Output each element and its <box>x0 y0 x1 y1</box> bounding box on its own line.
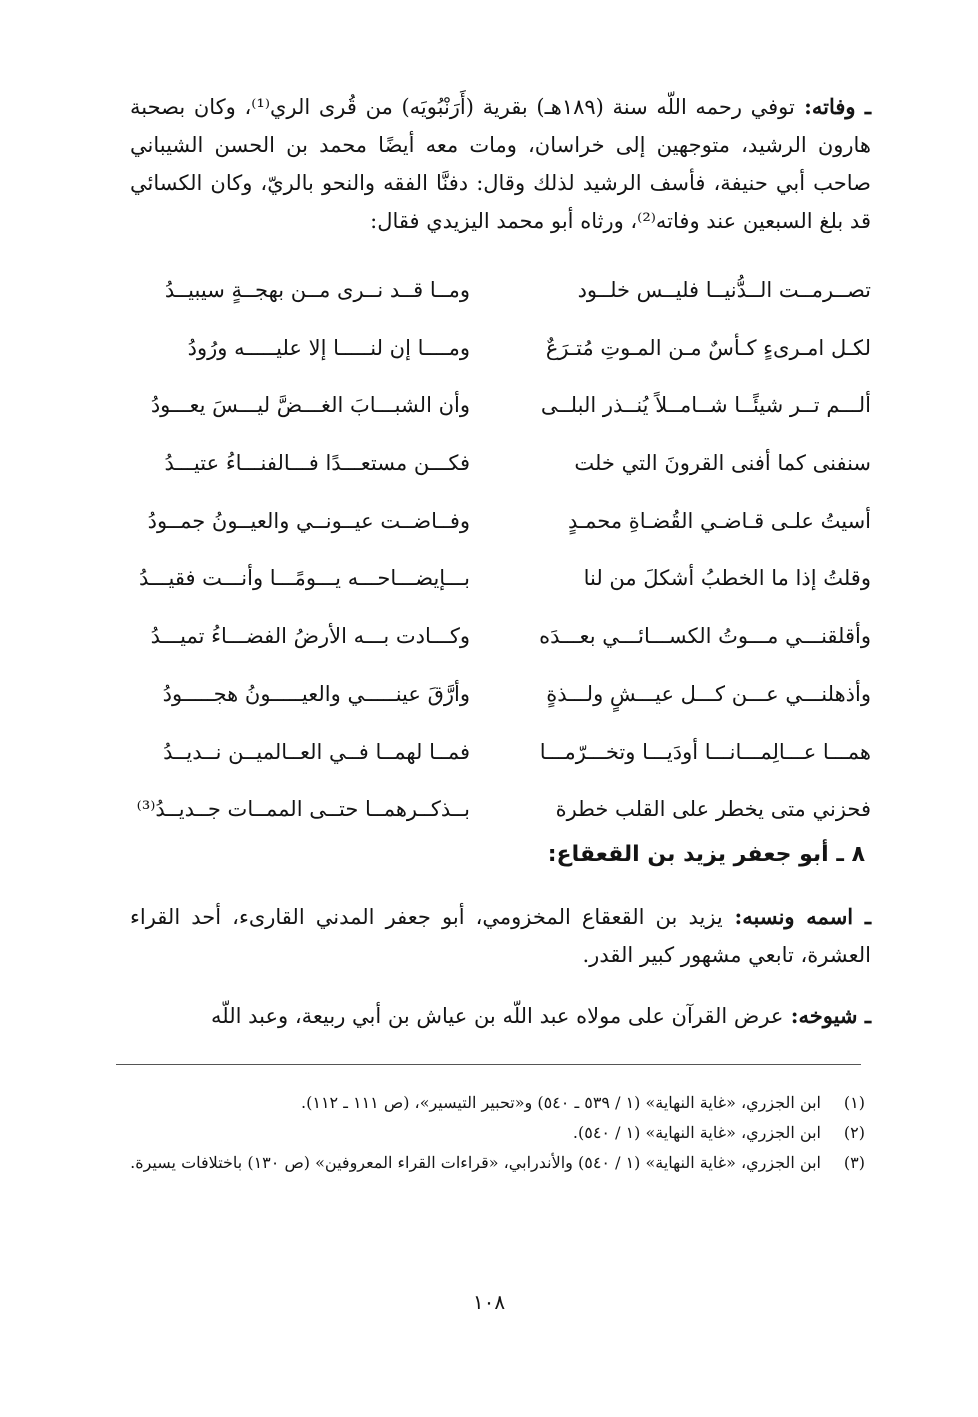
hemistich-second: وأن الشبـــابَ الغـــضَّ ليـــسَ يعـــودُ <box>150 393 470 418</box>
footnote-number: (٣) <box>843 1153 865 1172</box>
verse-line <box>130 336 871 394</box>
hemistich-second: ومــا قــد نــرى مــن بهجــةٍ سيبيــدُ <box>164 278 470 302</box>
elegy-poem <box>130 278 871 855</box>
teachers-label: ـ شيوخه: <box>783 1003 871 1028</box>
verse-line <box>130 393 871 451</box>
hemistich-first: وأذهلنـــي عـــن كـــل عيـــشٍ ولـــذةٍ <box>546 681 871 706</box>
death-text <box>130 88 871 240</box>
footnote-text: ابن الجزري، «غاية النهاية» (١ / ٥٣٩ ـ ٥٤٠) و«تحبير التيسير»، (ص ١١١ ـ ١١٢). <box>301 1093 821 1112</box>
footnote <box>130 1148 865 1178</box>
hemistich-second: ومــــا إن لنـــــا إلا عليـــــه ورُودُ <box>187 335 470 360</box>
hemistich-second: بـــإيضـــاحـــه يـــومًـــا وأنـــت فقيـــدُ <box>139 566 470 591</box>
hemistich-first: أسيتُ علـى قـاضـي القُضـاةِ محمـدٍ <box>567 508 871 533</box>
hemistich-first: وقلتُ إذا ما الخطبُ أشكلَ من لنا <box>583 566 871 591</box>
verse-line <box>130 278 871 336</box>
verse-line <box>130 682 871 740</box>
verse-line <box>130 624 871 682</box>
death-body: توفي رحمه اللّه سنة (١٨٩هـ) بقرية (أَرَنْبُويَه) من قُرى الري⁽¹⁾، وكان بصحبة هارون الرشيد، متوجهين إلى خراسان، ومات معه أيضًا محمد بن الحسن الشيباني صاحب أبي حنيفة، فأسف الرشيد لذلك وقال: دفنَّا الفقه والنحو بالريّ، وكان الكسائي قد بلغ السبعين عند وفاته⁽²⁾، ورثاه أبو محمد اليزيدي فقال: <box>130 95 871 233</box>
hemistich-first: فحزني متى يخطر على القلب خطرة <box>555 797 871 822</box>
hemistich-first: سنفنى كما أفنى القرونَ التي خلت <box>574 451 871 476</box>
hemistich-first: تصــرمــت الــدُّنيــا فليــس خلــود <box>577 278 871 302</box>
death-paragraph <box>130 88 871 240</box>
footnote-text: ابن الجزري، «غاية النهاية» (١ / ٥٤٠) والأندرابي، «قراءات القراء المعروفين» (ص ١٣٠) باختلافات يسيرة. <box>130 1153 821 1172</box>
hemistich-second: بــذكــرهمــا حتــى الممــات جــديــدُ⁽³⁾ <box>136 797 470 822</box>
teachers-text <box>130 997 871 1035</box>
verse-line <box>130 451 871 509</box>
name-text <box>130 898 871 974</box>
hemistich-second: فكـــن مستعـــدًا فـــالفنـــاءُ عتيـــدُ <box>164 451 470 476</box>
footnote-text: ابن الجزري، «غاية النهاية» (١ / ٥٤٠). <box>572 1123 821 1142</box>
death-label: ـ وفاته: <box>794 94 871 119</box>
hemistich-second: فمــا لهمــا فــي العــالميــن نــديــدُ <box>163 739 470 764</box>
name-paragraph <box>130 898 871 974</box>
footnote <box>130 1118 865 1148</box>
footnote-number: (٢) <box>843 1123 865 1142</box>
hemistich-second: وأرَّقَ عينـــــي والعيـــــونُ هجـــــودُ <box>162 681 470 706</box>
name-label: ـ اسمه ونسبه: <box>722 904 871 929</box>
verse-line <box>130 566 871 624</box>
hemistich-first: وأقلقنـــي مـــوتُ الكســـائـــي بعـــدَه <box>539 624 871 649</box>
footnote-separator <box>116 1064 861 1065</box>
footnote-number: (١) <box>843 1093 865 1112</box>
footnote <box>130 1088 865 1118</box>
footnotes <box>130 1088 865 1178</box>
name-body: يزيد بن القعقاع المخزومي، أبو جعفر المدني القارىء، أحد القراء العشرة، تابعي مشهور كبير القدر. <box>130 905 871 967</box>
hemistich-first: همـــا عـــالِمـــانـــا أودَيـــا وتخـــرّمـــا <box>539 739 871 764</box>
verse-line <box>130 740 871 798</box>
teachers-body: عرض القرآن على مولاه عبد اللّه بن عياش بن أبي ربيعة، وعبد اللّه <box>211 1004 784 1028</box>
teachers-paragraph <box>130 997 871 1035</box>
section-heading: ٨ ـ أبو جعفر يزيد بن القعقاع: <box>547 842 865 867</box>
hemistich-first: ألـــم تــر شيئًــا شــامــلاً يُنــذر البلــى <box>540 393 871 418</box>
page-number: ١٠٨ <box>472 1290 506 1314</box>
hemistich-first: لكـل امـرىءٍ كـأسٌ مـن المـوتِ مُتـرَعٌ <box>545 335 871 360</box>
hemistich-second: وفــاضــت عيــونــي والعيــونُ جمــودُ <box>147 508 470 533</box>
hemistich-second: وكـــادت بـــه الأرضُ الفضـــاءُ تميـــدُ <box>150 624 470 649</box>
verse-line <box>130 509 871 567</box>
